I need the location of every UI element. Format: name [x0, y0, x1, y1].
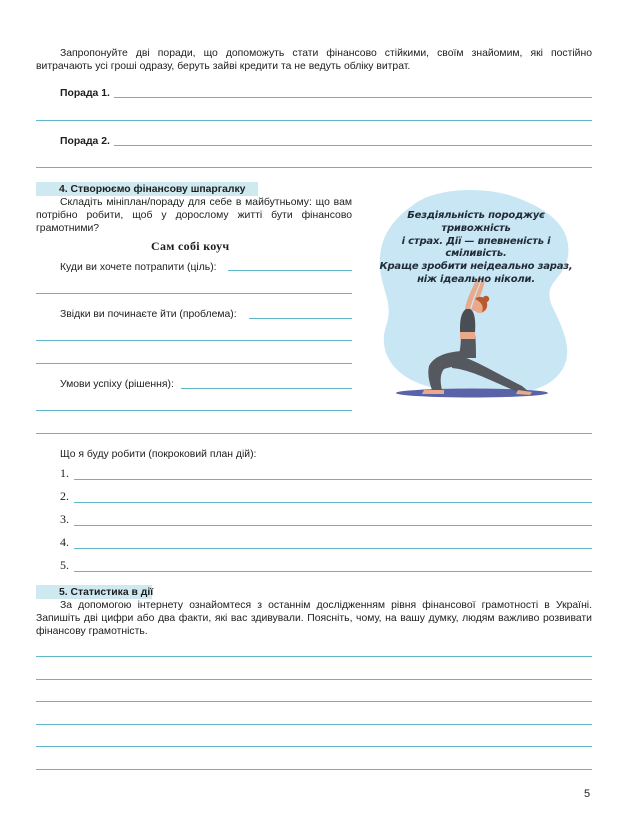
front-foot	[422, 390, 444, 394]
tip-1-answer-line[interactable]	[114, 97, 592, 98]
tip-1-answer-line-2[interactable]	[36, 120, 592, 121]
success-label: Умови успіху (рішення):	[60, 379, 174, 390]
section-4-title: 4. Створюємо фінансову шпаргалку	[59, 184, 246, 195]
section-5-instructions: За допомогою інтернету ознайомтеся з останнім дослідженням рівня фінансової грамотності в Україні. Запишіть дві цифри або два факти, які вас здивували. Поясніть, чому, на вашу думку, людям важливо розвивати фінансову грамотність.	[36, 600, 592, 638]
stats-answer-line-3[interactable]	[36, 701, 592, 702]
quote-line-1: Бездіяльність породжує тривожність	[407, 210, 545, 234]
plan-step-2-line[interactable]	[74, 502, 592, 503]
stats-answer-line-1[interactable]	[36, 656, 592, 657]
start-answer-line-3[interactable]	[36, 363, 352, 364]
goal-label: Куди ви хочете потрапити (ціль):	[60, 262, 217, 273]
plan-number-2: 2.	[60, 489, 69, 503]
stats-answer-line-5[interactable]	[36, 746, 592, 747]
goal-answer-line-2[interactable]	[36, 293, 352, 294]
plan-number-5: 5.	[60, 558, 69, 572]
section-4-instructions: Складіть мініплан/пораду для себе в майбутньому: що вам потрібно робити, щоб у дорослому житті бути фінансово грамотними?	[36, 197, 352, 235]
plan-step-5-line[interactable]	[74, 571, 592, 572]
page-number: 5	[584, 788, 591, 800]
quote-line-4: ніж ідеально ніколи.	[417, 273, 535, 285]
quote-line-3: Краще зробити неідеально зараз,	[379, 261, 573, 273]
plan-step-3-line[interactable]	[74, 525, 592, 526]
plan-step-4-line[interactable]	[74, 548, 592, 549]
plan-number-4: 4.	[60, 535, 69, 549]
stats-answer-line-2[interactable]	[36, 679, 592, 680]
stats-answer-line-4[interactable]	[36, 724, 592, 725]
success-answer-line[interactable]	[181, 388, 352, 389]
start-answer-line[interactable]	[249, 318, 352, 319]
motivational-quote	[376, 210, 576, 287]
start-label: Звідки ви починаєте йти (проблема):	[60, 309, 237, 320]
plan-number-3: 3.	[60, 512, 69, 526]
tip-2-answer-line-2[interactable]	[36, 167, 592, 168]
success-answer-line-3[interactable]	[36, 433, 592, 434]
coach-title: Сам собі коуч	[151, 239, 230, 253]
tip-2-label: Порада 2.	[60, 136, 110, 147]
quote-line-2: і страх. Дії — впевненість і сміливість.	[401, 235, 551, 260]
hair-bun	[483, 296, 489, 302]
start-answer-line-2[interactable]	[36, 340, 352, 341]
stats-answer-line-6[interactable]	[36, 769, 592, 770]
goal-answer-line[interactable]	[228, 270, 352, 271]
section-5-title: 5. Статистика в дії	[59, 587, 154, 598]
plan-number-1: 1.	[60, 466, 69, 480]
waist-skin	[460, 332, 475, 339]
plan-step-1-line[interactable]	[74, 479, 592, 480]
plan-label: Що я буду робити (покроковий план дій):	[60, 449, 257, 460]
success-answer-line-2[interactable]	[36, 410, 352, 411]
tip-2-answer-line[interactable]	[114, 145, 592, 146]
tip-1-label: Порада 1.	[60, 88, 110, 99]
intro-paragraph: Запропонуйте дві поради, що допоможуть стати фінансово стійкими, своїм знайомим, які постійно витрачають усі гроші одразу, беруть зайві кредити та не ведуть обліку витрат.	[36, 48, 592, 73]
